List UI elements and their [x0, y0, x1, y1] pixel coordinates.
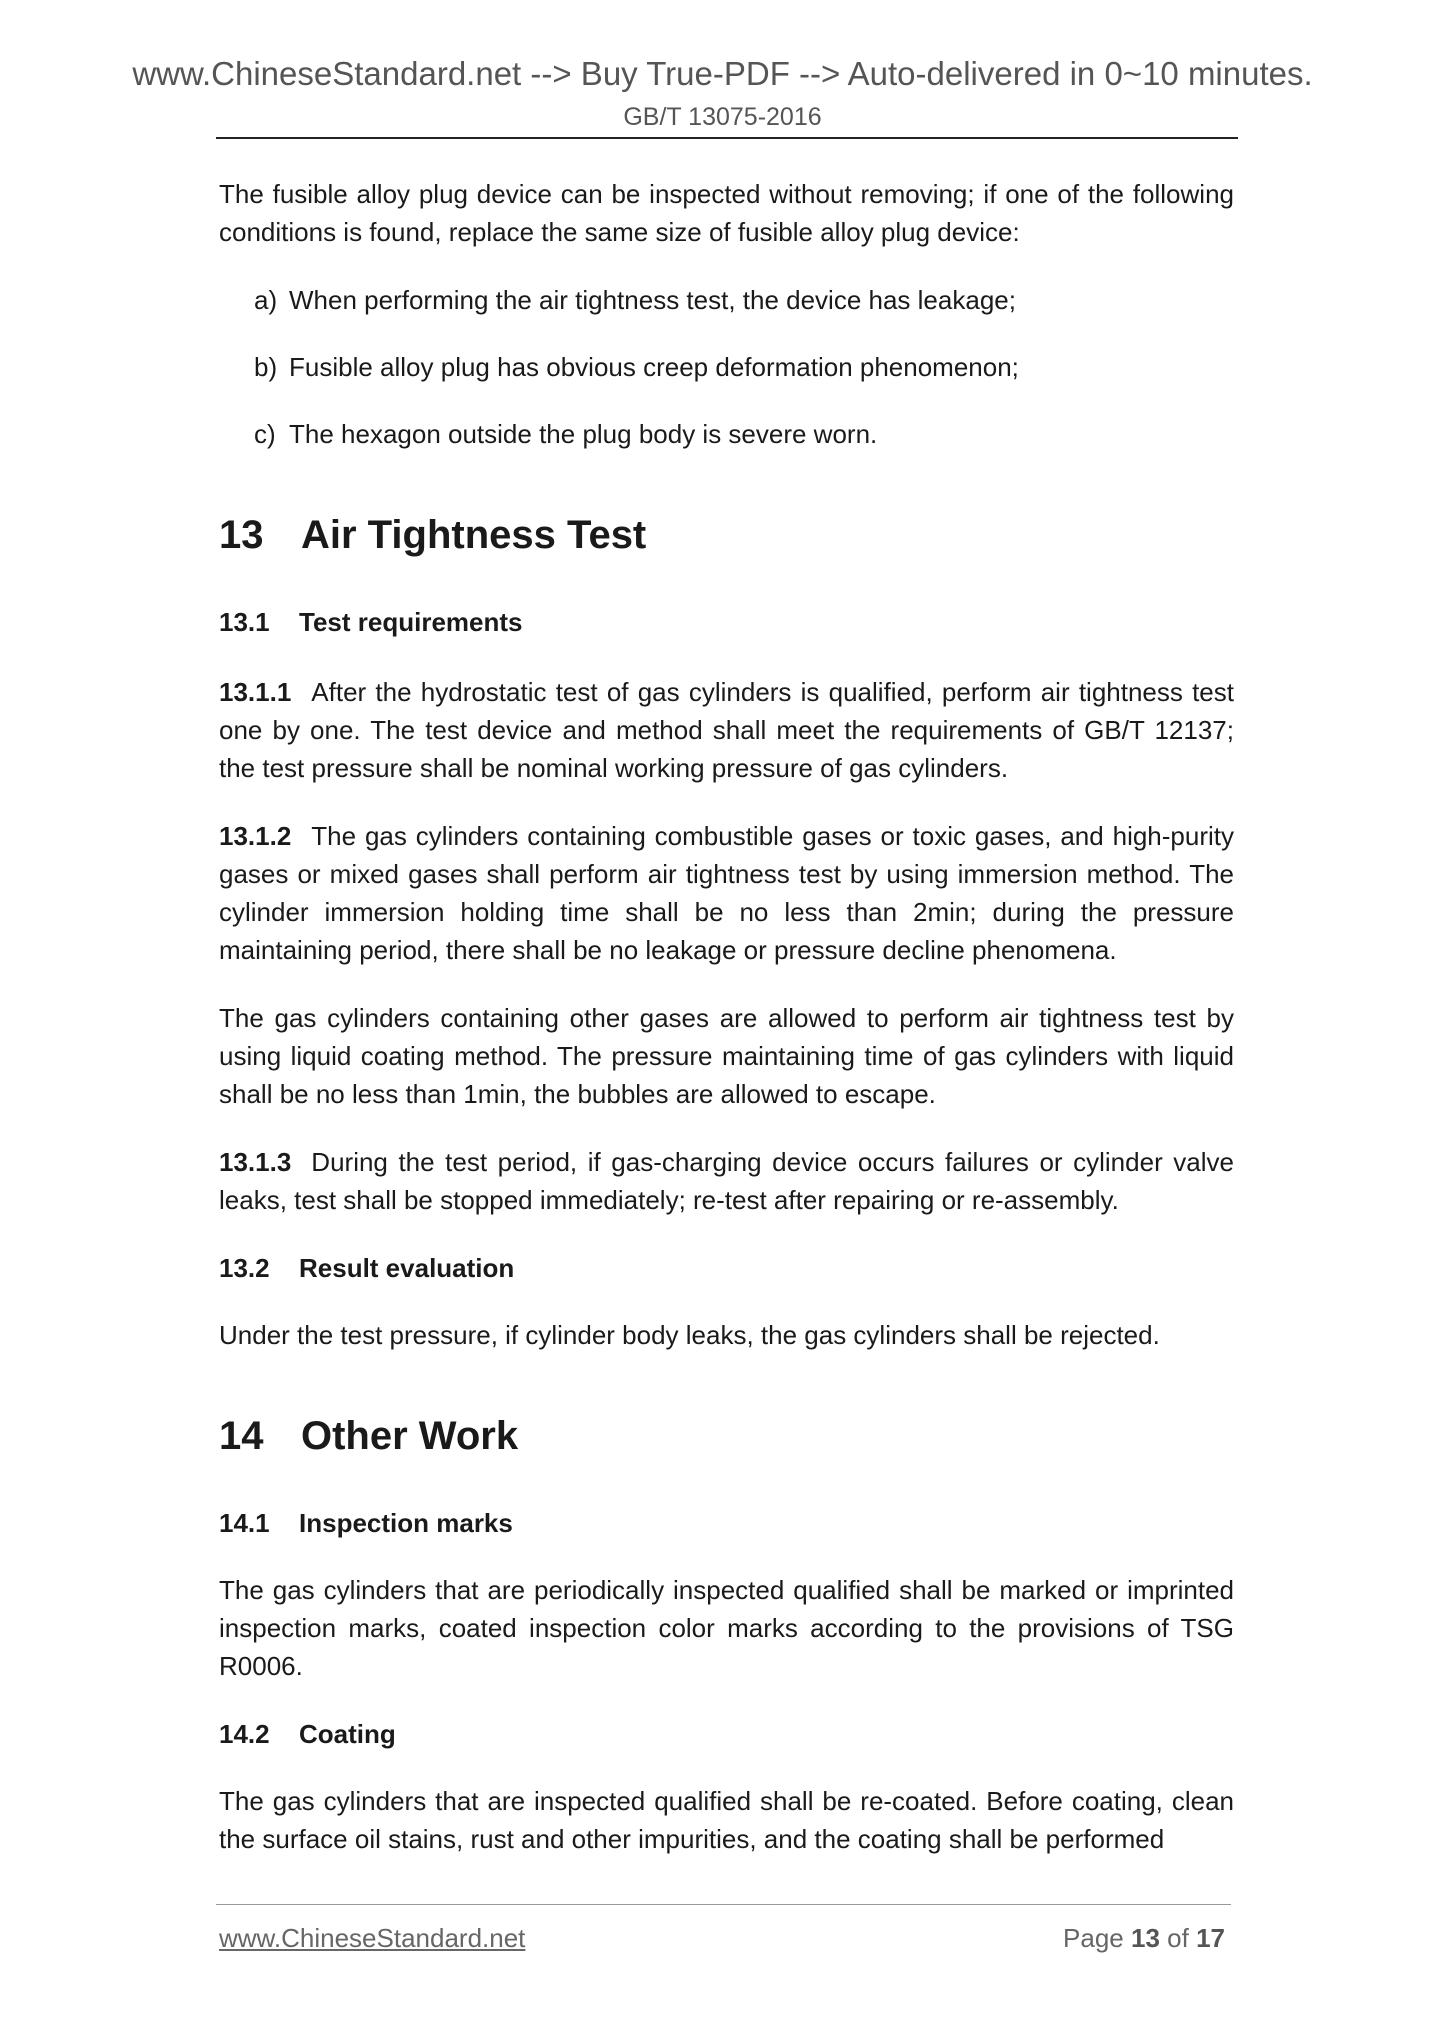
section-number: 13: [219, 513, 264, 557]
total-page-number: 17: [1196, 1923, 1225, 1953]
header-divider: [216, 137, 1238, 139]
section-13-heading: [219, 511, 646, 559]
subsection-title: Result evaluation: [299, 1253, 515, 1283]
clause-text: After the hydrostatic test of gas cylinders is qualified, perform air tightness test one by one. The test device and method shall meet the requirements of GB/T 12137; the test pressure shall be nominal working pressure of gas cylinders.: [219, 677, 1234, 783]
subsection-title: Coating: [299, 1719, 396, 1749]
list-item-text: When performing the air tightness test, the device has leakage;: [289, 285, 1016, 315]
subsection-title: Test requirements: [299, 607, 523, 637]
subsection-title: Inspection marks: [299, 1508, 513, 1538]
clause-13-1-1: [219, 673, 1234, 787]
intro-paragraph: The fusible alloy plug device can be inspected without removing; if one of the following conditions is found, replace the same size of fusible alloy plug device:: [219, 179, 1234, 247]
subsection-13-2-heading: [219, 1249, 514, 1287]
section-14-heading: [219, 1412, 518, 1460]
section-title: Air Tightness Test: [301, 513, 647, 557]
footer-site-link[interactable]: www.ChineseStandard.net: [219, 1923, 526, 1953]
subsection-number: 14.2: [219, 1719, 270, 1749]
page-of: of: [1167, 1923, 1189, 1953]
result-evaluation-text: Under the test pressure, if cylinder body leaks, the gas cylinders shall be rejected.: [219, 1320, 1160, 1350]
clause-13-1-2-continued: The gas cylinders containing other gases are allowed to perform air tightness test by using liquid coating method. The pressure maintaining time of gas cylinders with liquid shall be no less than 1min, the bubbles are allowed to escape.: [219, 1003, 1234, 1109]
section-number: 14: [219, 1414, 264, 1458]
list-item-text: The hexagon outside the plug body is severe worn.: [289, 419, 878, 449]
page-prefix: Page: [1063, 1923, 1124, 1953]
top-banner-link[interactable]: www.ChineseStandard.net --> Buy True-PDF --> Auto-delivered in 0~10 minutes.: [132, 55, 1313, 92]
list-item-b: [254, 348, 1019, 386]
subsection-number: 13.2: [219, 1253, 270, 1283]
clause-number: 13.1.1: [219, 677, 292, 707]
current-page-number: 13: [1131, 1923, 1160, 1953]
list-marker: c): [254, 419, 276, 449]
clause-text: During the test period, if gas-charging device occurs failures or cylinder valve leaks, test shall be stopped immediately; re-test after repairing or re-assembly.: [219, 1147, 1234, 1215]
subsection-13-1-heading: [219, 603, 522, 641]
clause-13-1-3: [219, 1143, 1234, 1219]
list-item-text: Fusible alloy plug has obvious creep deformation phenomenon;: [289, 352, 1019, 382]
subsection-14-2-heading: [219, 1715, 396, 1753]
standard-id: GB/T 13075-2016: [623, 103, 822, 131]
inspection-marks-text: The gas cylinders that are periodically inspected qualified shall be marked or imprinted inspection marks, coated inspection color marks according to the provisions of TSG R0006.: [219, 1575, 1234, 1681]
page-indicator: [1063, 1921, 1225, 1955]
section-title: Other Work: [301, 1414, 519, 1458]
coating-text: The gas cylinders that are inspected qualified shall be re-coated. Before coating, clean the surface oil stains, rust and other impurities, and the coating shall be performed: [219, 1786, 1234, 1854]
clause-13-1-2: [219, 817, 1234, 969]
list-marker: b): [254, 352, 278, 382]
subsection-14-1-heading: [219, 1504, 513, 1542]
subsection-number: 14.1: [219, 1508, 270, 1538]
clause-number: 13.1.2: [219, 821, 292, 851]
list-marker: a): [254, 285, 278, 315]
list-item-c: [254, 415, 877, 453]
footer-divider: [216, 1904, 1231, 1905]
subsection-number: 13.1: [219, 607, 270, 637]
clause-number: 13.1.3: [219, 1147, 292, 1177]
list-item-a: [254, 281, 1016, 319]
clause-text: The gas cylinders containing combustible gases or toxic gases, and high-purity gases or mixed gases shall perform air tightness test by using immersion method. The cylinder immersion holding time shall be no less than 2min; during the pressure maintaining period, there shall be no leakage or pressure decline phenomena.: [219, 821, 1234, 965]
